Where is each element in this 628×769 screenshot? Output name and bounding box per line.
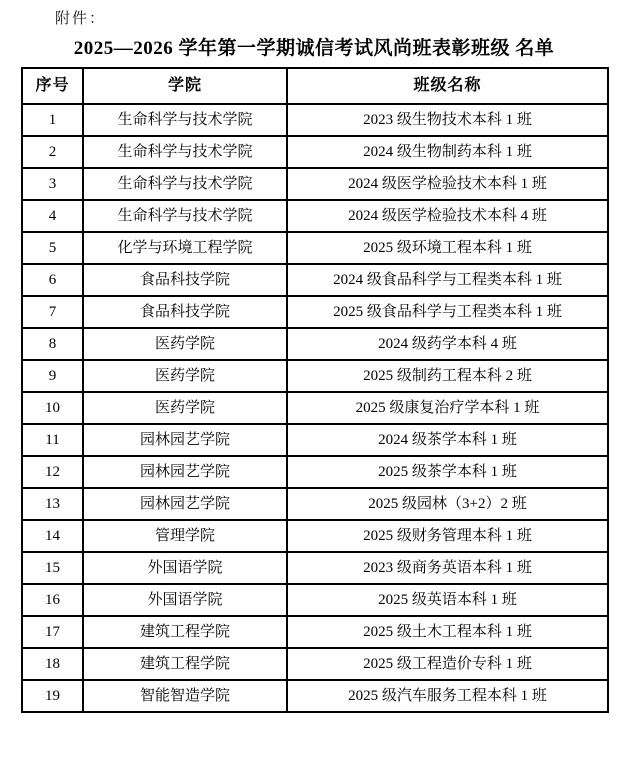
college-cell: 外国语学院 — [83, 584, 287, 616]
row-number-cell: 8 — [22, 328, 83, 360]
college-cell: 管理学院 — [83, 520, 287, 552]
header-college: 学院 — [83, 68, 287, 104]
class-name-cell: 2024 级食品科学与工程类本科 1 班 — [287, 264, 608, 296]
row-number-cell: 12 — [22, 456, 83, 488]
college-cell: 医药学院 — [83, 392, 287, 424]
class-name-cell: 2025 级财务管理本科 1 班 — [287, 520, 608, 552]
table-row — [22, 488, 608, 520]
college-cell: 生命科学与技术学院 — [83, 104, 287, 136]
table-row — [22, 264, 608, 296]
row-number-cell: 10 — [22, 392, 83, 424]
college-cell: 化学与环境工程学院 — [83, 232, 287, 264]
row-number-cell: 6 — [22, 264, 83, 296]
header-class-name: 班级名称 — [287, 68, 608, 104]
class-name-cell: 2025 级制药工程本科 2 班 — [287, 360, 608, 392]
table-row — [22, 424, 608, 456]
table-row — [22, 552, 608, 584]
table-row — [22, 328, 608, 360]
row-number-cell: 9 — [22, 360, 83, 392]
attachment-label: 附件： — [55, 11, 107, 27]
table-row — [22, 616, 608, 648]
table-row — [22, 648, 608, 680]
table-row — [22, 136, 608, 168]
row-number-cell: 7 — [22, 296, 83, 328]
college-cell: 生命科学与技术学院 — [83, 200, 287, 232]
row-number-cell: 11 — [22, 424, 83, 456]
class-name-cell: 2024 级医学检验技术本科 4 班 — [287, 200, 608, 232]
table-row — [22, 392, 608, 424]
row-number-cell: 1 — [22, 104, 83, 136]
college-cell: 园林园艺学院 — [83, 424, 287, 456]
class-name-cell: 2025 级康复治疗学本科 1 班 — [287, 392, 608, 424]
row-number-cell: 4 — [22, 200, 83, 232]
row-number-cell: 18 — [22, 648, 83, 680]
commended-classes-table — [21, 67, 609, 713]
table-row — [22, 232, 608, 264]
class-name-cell: 2025 级园林（3+2）2 班 — [287, 488, 608, 520]
college-cell: 园林园艺学院 — [83, 488, 287, 520]
table-row — [22, 104, 608, 136]
college-cell: 外国语学院 — [83, 552, 287, 584]
row-number-cell: 13 — [22, 488, 83, 520]
class-name-cell: 2025 级英语本科 1 班 — [287, 584, 608, 616]
row-number-cell: 3 — [22, 168, 83, 200]
page-title: 2025—2026 学年第一学期诚信考试风尚班表彰班级 名单 — [73, 38, 555, 59]
table-row — [22, 296, 608, 328]
college-cell: 园林园艺学院 — [83, 456, 287, 488]
table-row — [22, 200, 608, 232]
class-name-cell: 2024 级药学本科 4 班 — [287, 328, 608, 360]
college-cell: 食品科技学院 — [83, 264, 287, 296]
college-cell: 建筑工程学院 — [83, 616, 287, 648]
row-number-cell: 17 — [22, 616, 83, 648]
table-row — [22, 360, 608, 392]
class-name-cell: 2025 级汽车服务工程本科 1 班 — [287, 680, 608, 712]
college-cell: 智能智造学院 — [83, 680, 287, 712]
table-row — [22, 584, 608, 616]
college-cell: 医药学院 — [83, 328, 287, 360]
row-number-cell: 5 — [22, 232, 83, 264]
college-cell: 生命科学与技术学院 — [83, 168, 287, 200]
row-number-cell: 2 — [22, 136, 83, 168]
table-row — [22, 168, 608, 200]
class-name-cell: 2025 级食品科学与工程类本科 1 班 — [287, 296, 608, 328]
class-name-cell: 2025 级环境工程本科 1 班 — [287, 232, 608, 264]
row-number-cell: 15 — [22, 552, 83, 584]
class-name-cell: 2025 级土木工程本科 1 班 — [287, 616, 608, 648]
row-number-cell: 14 — [22, 520, 83, 552]
college-cell: 食品科技学院 — [83, 296, 287, 328]
row-number-cell: 16 — [22, 584, 83, 616]
class-name-cell: 2024 级茶学本科 1 班 — [287, 424, 608, 456]
class-name-cell: 2024 级医学检验技术本科 1 班 — [287, 168, 608, 200]
header-serial-number: 序号 — [22, 68, 83, 104]
table-row — [22, 520, 608, 552]
college-cell: 生命科学与技术学院 — [83, 136, 287, 168]
class-name-cell: 2025 级茶学本科 1 班 — [287, 456, 608, 488]
class-name-cell: 2025 级工程造价专科 1 班 — [287, 648, 608, 680]
class-name-cell: 2024 级生物制药本科 1 班 — [287, 136, 608, 168]
table-row — [22, 680, 608, 712]
class-name-cell: 2023 级商务英语本科 1 班 — [287, 552, 608, 584]
class-name-cell: 2023 级生物技术本科 1 班 — [287, 104, 608, 136]
college-cell: 医药学院 — [83, 360, 287, 392]
row-number-cell: 19 — [22, 680, 83, 712]
table-row — [22, 456, 608, 488]
college-cell: 建筑工程学院 — [83, 648, 287, 680]
table-header-row — [22, 68, 608, 104]
table-body — [22, 104, 608, 712]
